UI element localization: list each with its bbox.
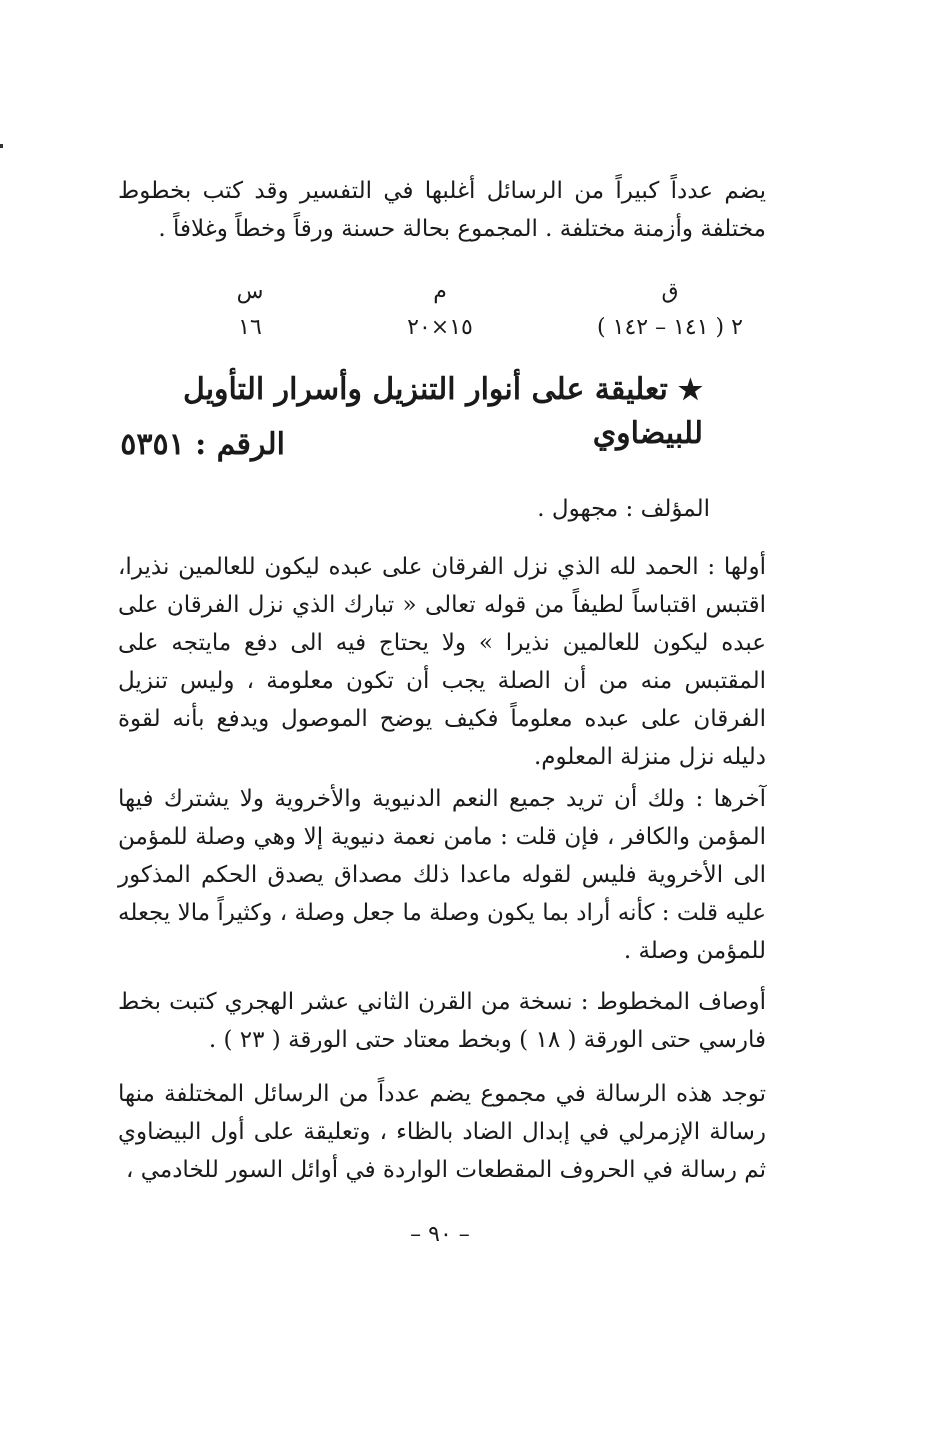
author-line: المؤلف : مجهول . (537, 496, 710, 522)
description-paragraph: أوصاف المخطوط : نسخة من القرن الثاني عشر الهجري كتبت بخط فارسي حتى الورقة ( ١٨ ) وبخط معتاد حتى الورقة ( ٢٣ ) . (118, 989, 766, 1053)
scan-mark (0, 144, 3, 148)
code-column-m (360, 275, 520, 347)
intro-paragraph: يضم عدداً كبيراً من الرسائل أغلبها في التفسير وقد كتب بخطوط مختلفة وأزمنة مختلفة . المجموع بحالة حسنة ورقاً وخطاً وغلافاً . (118, 178, 766, 242)
code-label-q: ق (661, 279, 679, 304)
codes-table (150, 275, 750, 355)
code-value-m: ١٥×٢٠ (407, 315, 473, 340)
code-value-q: ٢ ( ١٤١ – ١٤٢ ) (597, 315, 743, 340)
code-label-s: س (236, 279, 264, 304)
explicit-paragraph: آخرها : ولك أن تريد جميع النعم الدنيوية والأخروية ولا يشترك فيها المؤمن والكافر ، فإن قلت : مامن نعمة دنيوية إلا وهي وصلة للمؤمن الى الأخروية فليس لقوله ماعدا ذلك مصداق يصدق الحكم المذكور عليه قلت : كأنه أراد بما يكون وصلة ما جعل وصلة ، وكثيراً مالا يجعله للمؤمن وصلة . (118, 786, 766, 964)
code-column-s (170, 275, 330, 347)
star-icon: ★ (677, 373, 703, 406)
code-label-m: م (433, 279, 447, 304)
entry-title-text: تعليقة على أنوار التنزيل وأسرار التأويل للبيضاوي (182, 372, 703, 451)
page-number: – ٩٠ – (410, 1222, 470, 1247)
code-column-q (590, 275, 750, 347)
code-value-s: ١٦ (238, 315, 262, 340)
location-paragraph: توجد هذه الرسالة في مجموع يضم عدداً من الرسائل المختلفة منها رسالة الإزمرلي في إبدال الضاد بالظاء ، وتعليقة على أول البيضاوي ثم رسالة في الحروف المقطعات الواردة في أوائل السور للخادمي ، (118, 1081, 766, 1183)
incipit-paragraph: أولها : الحمد لله الذي نزل الفرقان على عبده ليكون للعالمين نذيرا، اقتبس اقتباساً لطيفاً من قوله تعالى « تبارك الذي نزل الفرقان على عبده ليكون للعالمين نذيرا » ولا يحتاج فيه الى دفع مايتجه على المقتبس منه من أن الصلة يجب أن تكون معلومة ، وليس تنزيل الفرقان على عبده معلوماً فكيف يوضح الموصول ويدفع بأنه لقوة دليله نزل منزلة المعلوم. (118, 554, 766, 770)
entry-number: الرقم : ٥٣٥١ (120, 427, 285, 462)
